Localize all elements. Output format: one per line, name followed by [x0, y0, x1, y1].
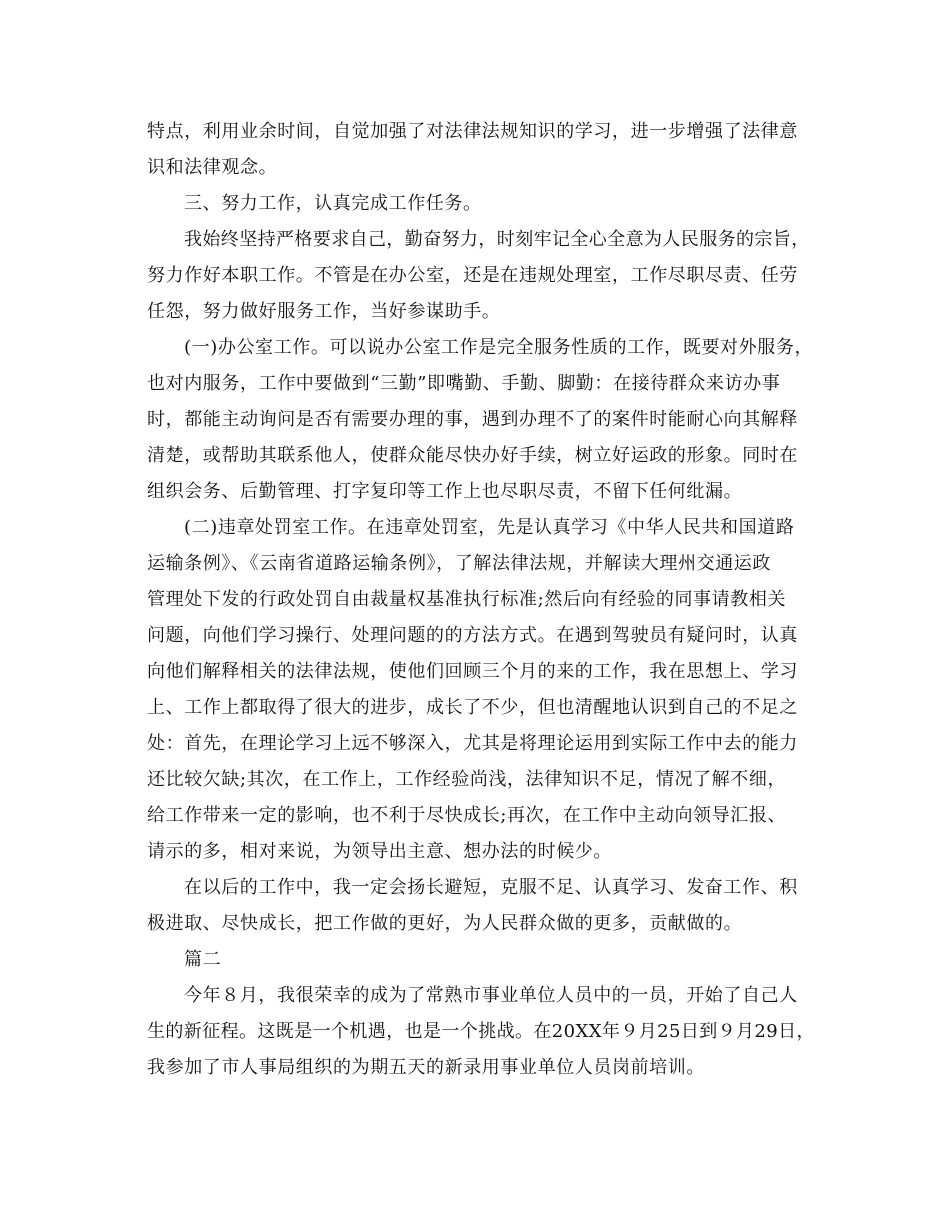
text-line: 上、工作上都取得了很大的进步，成长了不少，但也清醒地认识到自己的不足之: [147, 697, 798, 718]
text-line: 管理处下发的行政处罚自由裁量权基准执行标准;然后向有经验的同事请教相关: [147, 589, 787, 610]
text-line: 生的新征程。这既是一个机遇，也是一个挑战。在20XX年９月25日到９月29日，: [147, 1021, 815, 1042]
text-line: 特点，利用业余时间，自觉加强了对法律法规知识的学习，进一步增强了法律意: [147, 121, 798, 142]
text-line: 时，都能主动询问是否有需要办理的事，遇到办理不了的案件时能耐心向其解释: [147, 409, 798, 430]
text-line: 也对内服务，工作中要做到“三勤”即嘴勤、手勤、脚勤：在接待群众来访办事: [147, 373, 781, 394]
section-heading: 三、努力工作，认真完成工作任务。: [184, 193, 482, 214]
text-line: 我参加了市人事局组织的为期五天的新录用事业单位人员岗前培训。: [147, 1057, 705, 1078]
text-line: (二)违章处罚室工作。在违章处罚室，先是认真学习《中华人民共和国道路: [184, 517, 795, 538]
text-line: 向他们解释相关的法律法规，使他们回顾三个月的来的工作，我在思想上、学习: [147, 661, 798, 682]
text-line: 我始终坚持严格要求自己，勤奋努力，时刻牢记全心全意为人民服务的宗旨，: [184, 229, 810, 250]
text-line: 组织会务、后勤管理、打字复印等工作上也尽职尽责，不留下任何纰漏。: [147, 481, 743, 502]
text-line: 清楚，或帮助其联系他人，使群众能尽快办好手续，树立好运政的形象。同时在: [147, 445, 798, 466]
text-line: (一)办公室工作。可以说办公室工作是完全服务性质的工作，既要对外服务，: [184, 337, 814, 358]
text-line: 运输条例》、《云南省道路运输条例》，了解法律法规，并解读大理州交通运政: [147, 553, 771, 574]
text-line: 今年８月，我很荣幸的成为了常熟市事业单位人员中的一员，开始了自己人: [184, 985, 798, 1006]
text-line: 任怨，努力做好服务工作，当好参谋助手。: [147, 301, 501, 322]
text-line: 在以后的工作中，我一定会扬长避短，克服不足、认真学习、发奋工作、积: [184, 877, 798, 898]
text-line: 给工作带来一定的影响，也不利于尽快成长;再次，在工作中主动向领导汇报、: [147, 805, 787, 826]
text-line: 还比较欠缺;其次，在工作上，工作经验尚浅，法律知识不足，情况了解不细，: [147, 769, 787, 790]
section-heading: 篇二: [184, 949, 222, 970]
text-line: 识和法律观念。: [147, 157, 278, 178]
text-line: 请示的多，相对来说，为领导出主意、想办法的时候少。: [147, 841, 612, 862]
text-line: 处：首先，在理论学习上远不够深入，尤其是将理论运用到实际工作中去的能力: [147, 733, 798, 754]
text-line: 极进取、尽快成长，把工作做的更好，为人民群众做的更多，贡献做的。: [147, 913, 743, 934]
text-line: 问题，向他们学习操行、处理问题的的方法方式。在遇到驾驶员有疑问时，认真: [147, 625, 798, 646]
text-line: 努力作好本职工作。不管是在办公室，还是在违规处理室，工作尽职尽责、任劳: [147, 265, 798, 286]
